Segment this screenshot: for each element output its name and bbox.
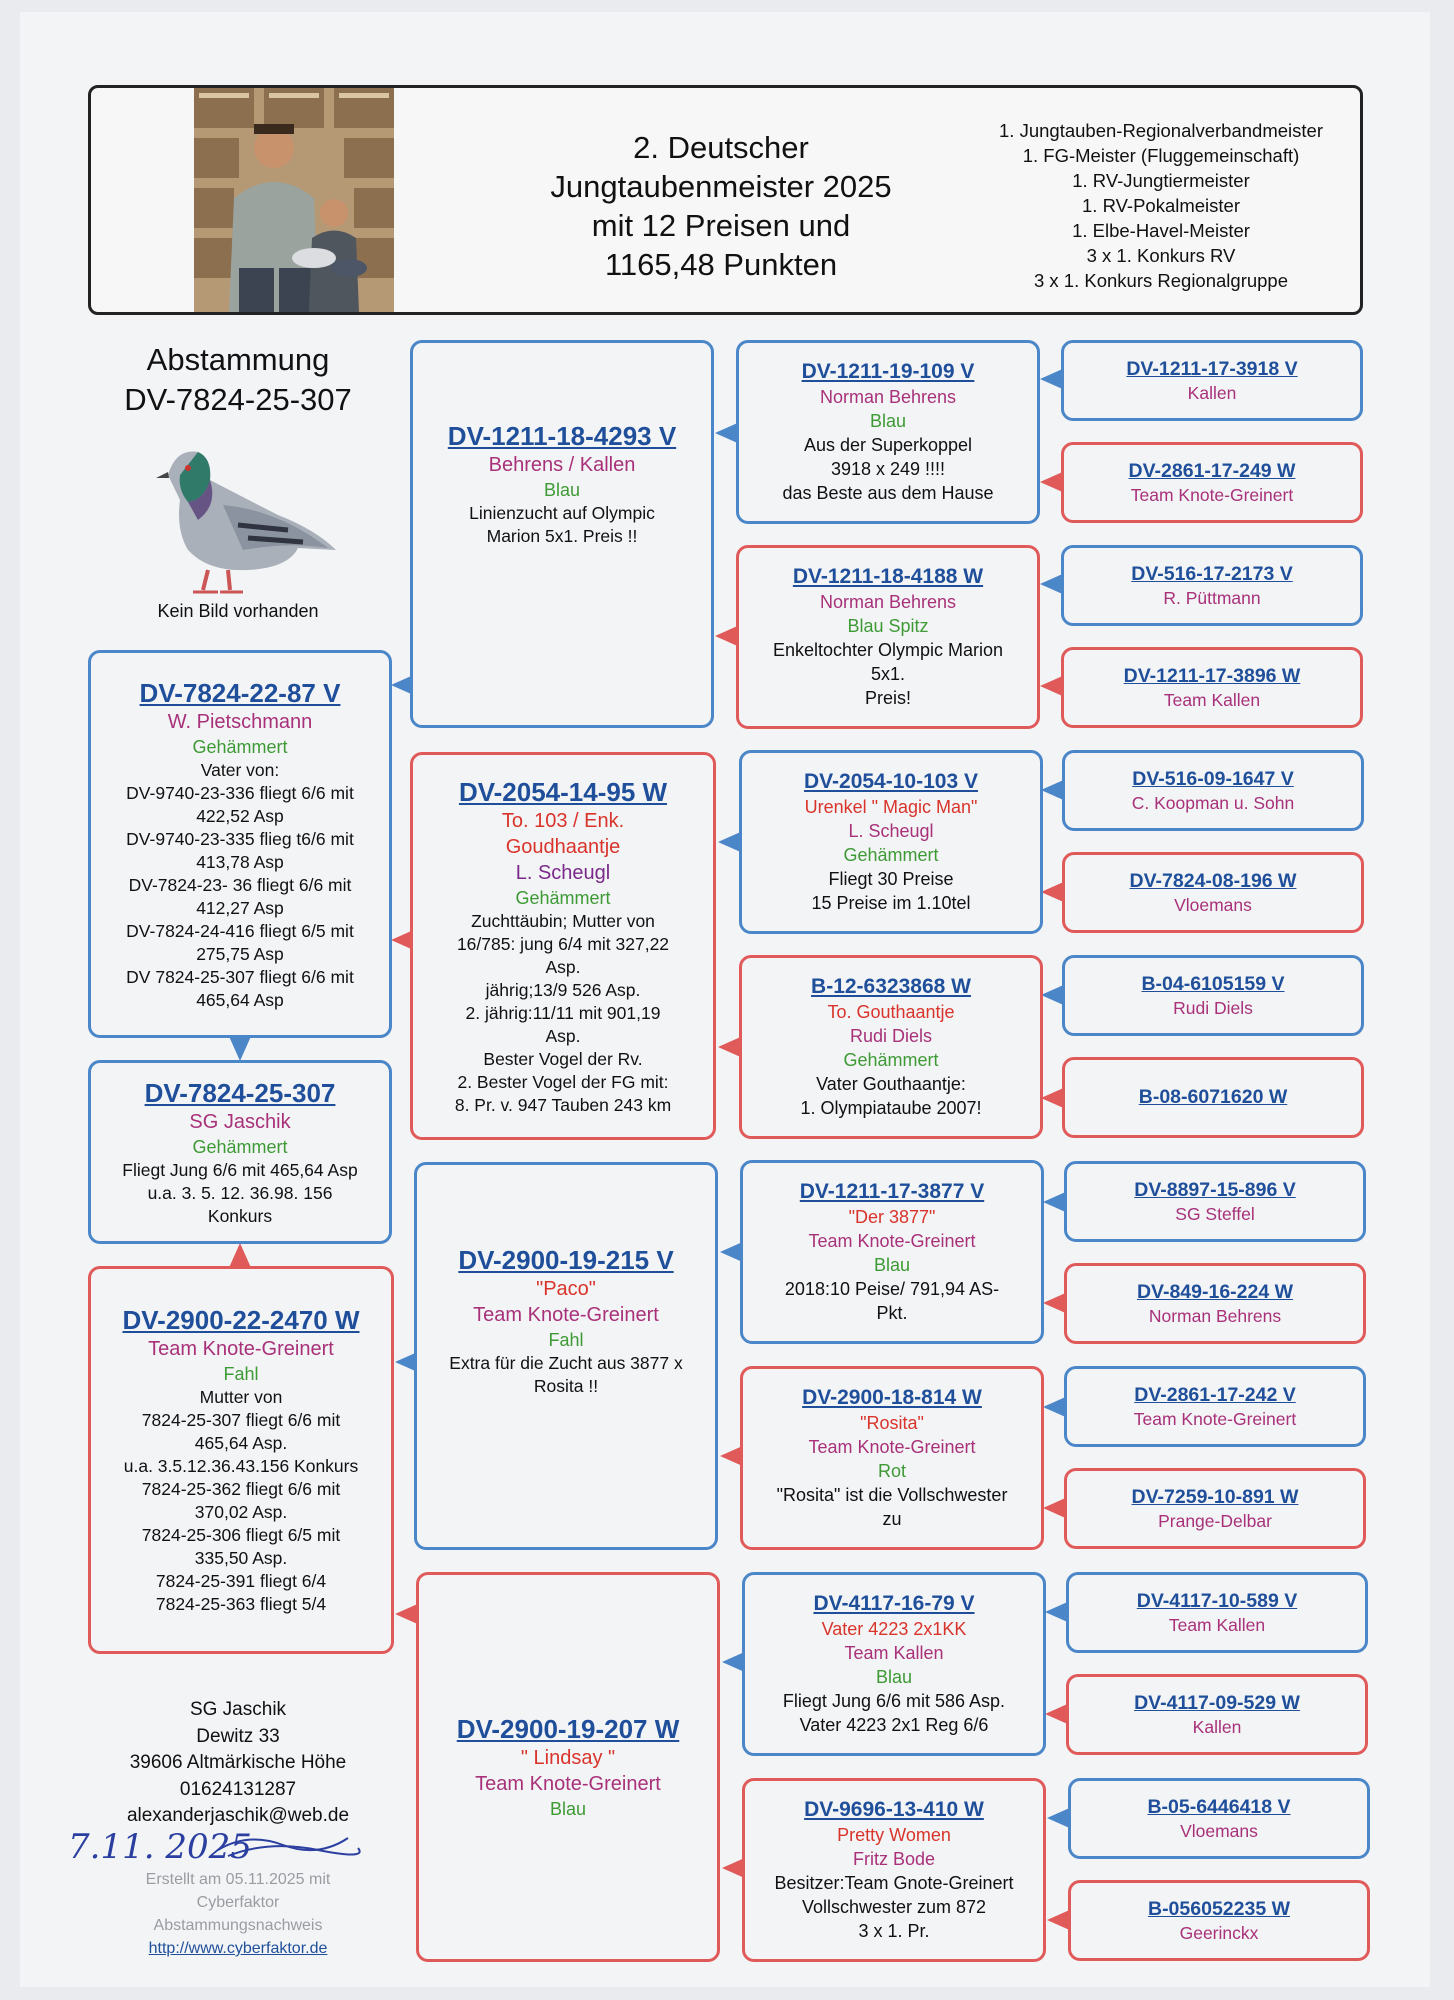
grandparent-note: Linienzucht auf Olympic bbox=[469, 503, 655, 523]
grandparent-color: Fahl bbox=[548, 1330, 584, 1350]
achievement-list bbox=[971, 118, 1351, 293]
gggp-box bbox=[1061, 442, 1363, 523]
sire-note: 412,27 Asp bbox=[196, 897, 284, 918]
title-line: 1165,48 Punkten bbox=[604, 247, 838, 282]
achievement-item: 1. Jungtauben-Regionalverbandmeister bbox=[999, 120, 1323, 141]
dam-note: 7824-25-306 fliegt 6/5 mit bbox=[141, 1525, 341, 1545]
grandparent-owner: Team Knote-Greinert bbox=[473, 1304, 659, 1326]
gggp-box bbox=[1068, 1880, 1370, 1961]
grandparent-owner: Team Knote-Greinert bbox=[475, 1773, 661, 1795]
grandparent-note: 16/785: jung 6/4 mit 327,22 bbox=[456, 933, 670, 954]
ggp-ring: DV-2054-10-103 V bbox=[804, 770, 978, 793]
achievement-item: 1. Elbe-Havel-Meister bbox=[1072, 220, 1250, 241]
gggp-box bbox=[1062, 1057, 1364, 1138]
gggp-ring: DV-1211-17-3896 W bbox=[1123, 664, 1301, 687]
gggp-ring: DV-516-17-2173 V bbox=[1131, 562, 1293, 585]
gggp-box bbox=[1062, 955, 1364, 1036]
subject-owner: SG Jaschik bbox=[189, 1110, 291, 1133]
grandparent-note: jährig;13/9 526 Asp. bbox=[485, 979, 641, 1000]
contact-email[interactable]: alexanderjaschik@web.de bbox=[126, 1805, 350, 1826]
gggp-ring: DV-2861-17-242 V bbox=[1134, 1383, 1296, 1406]
grandparent-color: Blau bbox=[549, 1799, 587, 1819]
ggp-owner: Team Knote-Greinert bbox=[808, 1437, 976, 1457]
sire-ring: DV-7824-22-87 V bbox=[139, 677, 341, 708]
gggp-box bbox=[1066, 1674, 1368, 1755]
achievement-item: 1. RV-Jungtiermeister bbox=[1072, 170, 1250, 191]
ggp-owner: Team Knote-Greinert bbox=[808, 1231, 976, 1251]
ggp-note: Fliegt 30 Preise bbox=[828, 869, 954, 889]
dam-box bbox=[88, 1266, 394, 1654]
subject-note: Fliegt Jung 6/6 mit 465,64 Asp bbox=[122, 1159, 358, 1180]
ggp-note: Vater Gouthaantje: bbox=[816, 1074, 966, 1094]
ggp-note: das Beste aus dem Hause bbox=[782, 483, 994, 503]
ggp-nickname: To. Gouthaantje bbox=[827, 1002, 955, 1022]
gggp-owner: Team Knote-Greinert bbox=[1130, 484, 1294, 505]
contact-street: Dewitz 33 bbox=[196, 1725, 280, 1747]
gggp-owner: Prange-Delbar bbox=[1158, 1510, 1272, 1531]
grandparent-ring: DV-2900-19-215 V bbox=[458, 1245, 674, 1275]
sire-note: DV-7824-23- 36 fliegt 6/6 mit bbox=[128, 874, 352, 895]
ggp-color: Blau Spitz bbox=[847, 616, 929, 636]
ggp-note: 3 x 1. Pr. bbox=[858, 1921, 930, 1941]
grandparent-owner: Behrens / Kallen bbox=[488, 454, 636, 476]
software-credit bbox=[88, 1868, 388, 1960]
pigeon-icon bbox=[138, 430, 338, 600]
ggp-color: Blau bbox=[873, 1255, 911, 1275]
gggp-owner: C. Koopman u. Sohn bbox=[1131, 792, 1295, 813]
breeder-contact bbox=[88, 1697, 388, 1830]
sire-note: 275,75 Asp bbox=[196, 943, 284, 964]
header-box bbox=[88, 85, 1363, 315]
dam-color: Fahl bbox=[223, 1364, 259, 1384]
gggp-ring: DV-8897-15-896 V bbox=[1134, 1178, 1296, 1201]
grandparent-note: Asp. bbox=[545, 1025, 581, 1046]
gggp-owner: Kallen bbox=[1187, 382, 1237, 403]
great-grandparent-box bbox=[742, 1572, 1046, 1756]
gggp-box bbox=[1061, 340, 1363, 421]
ggp-ring: DV-4117-16-79 V bbox=[813, 1592, 975, 1615]
credit-line: Erstellt am 05.11.2025 mit bbox=[145, 1871, 331, 1888]
ggp-note: 5x1. bbox=[870, 664, 906, 684]
sire-color: Gehämmert bbox=[192, 736, 288, 757]
handwritten-signature bbox=[68, 1820, 368, 1870]
great-grandparent-box bbox=[739, 750, 1043, 934]
title-line: Jungtaubenmeister 2025 bbox=[550, 169, 892, 204]
dam-note: 7824-25-307 fliegt 6/6 mit bbox=[141, 1410, 341, 1430]
ggp-note: 15 Preise im 1.10tel bbox=[811, 893, 971, 913]
abstammung-heading bbox=[88, 340, 388, 420]
gggp-owner: Vloemans bbox=[1174, 894, 1252, 915]
dam-note: 7824-25-391 fliegt 6/4 bbox=[155, 1571, 327, 1591]
dam-note: 335,50 Asp. bbox=[194, 1548, 288, 1568]
grandparent-nickname: "Paco" bbox=[536, 1278, 596, 1300]
ggp-color: Blau bbox=[875, 1667, 913, 1687]
ggp-nickname: "Der 3877" bbox=[848, 1207, 936, 1227]
grandparent-note: Zuchttäubin; Mutter von bbox=[471, 910, 655, 931]
gggp-ring: B-05-6446418 V bbox=[1147, 1795, 1291, 1818]
gggp-ring: B-056052235 W bbox=[1147, 1897, 1290, 1920]
no-image-caption: Kein Bild vorhanden bbox=[157, 601, 319, 621]
subject-ring: DV-7824-25-307 bbox=[144, 1077, 336, 1108]
ggp-owner: L. Scheugl bbox=[848, 821, 934, 841]
ggp-note: 3918 x 249 !!!! bbox=[830, 459, 946, 479]
ggp-color: Blau bbox=[869, 411, 907, 431]
breeder-photo bbox=[194, 88, 394, 312]
sire-note: DV-9740-23-335 flieg t6/6 mit bbox=[126, 828, 354, 849]
sire-note: Vater von: bbox=[200, 759, 280, 780]
ggp-owner: Norman Behrens bbox=[819, 387, 957, 407]
ggp-owner: Norman Behrens bbox=[819, 592, 957, 612]
ggp-nickname: Urenkel " Magic Man" bbox=[804, 797, 978, 817]
gggp-owner: Kallen bbox=[1192, 1716, 1242, 1737]
grandparent-box bbox=[414, 1162, 718, 1550]
dam-note: 7824-25-363 fliegt 5/4 bbox=[155, 1594, 327, 1614]
great-grandparent-box bbox=[739, 955, 1043, 1139]
achievement-item: 3 x 1. Konkurs RV bbox=[1086, 245, 1236, 266]
gggp-owner: SG Steffel bbox=[1175, 1203, 1255, 1224]
grandparent-note: Marion 5x1. Preis !! bbox=[486, 526, 638, 546]
grandparent-box bbox=[416, 1572, 720, 1962]
great-grandparent-box bbox=[740, 1366, 1044, 1550]
contact-city: 39606 Altmärkische Höhe bbox=[129, 1752, 347, 1773]
ggp-note: "Rosita" ist die Vollschwester bbox=[776, 1485, 1008, 1505]
ggp-note: Fliegt Jung 6/6 mit 586 Asp. bbox=[782, 1691, 1006, 1711]
gggp-box bbox=[1064, 1263, 1366, 1344]
grandparent-nickname: " Lindsay " bbox=[520, 1747, 616, 1769]
grandparent-nickname: Goudhaantje bbox=[505, 835, 621, 858]
sire-note: 413,78 Asp bbox=[196, 851, 284, 872]
subject-box bbox=[88, 1060, 392, 1244]
dam-owner: Team Knote-Greinert bbox=[148, 1338, 334, 1360]
gggp-box bbox=[1066, 1572, 1368, 1653]
abstammung-label: Abstammung bbox=[146, 342, 330, 377]
grandparent-ring: DV-2054-14-95 W bbox=[458, 776, 668, 807]
gggp-ring: DV-4117-09-529 W bbox=[1134, 1691, 1300, 1714]
contact-phone: 01624131287 bbox=[179, 1778, 297, 1800]
grandparent-ring: DV-2900-19-207 W bbox=[456, 1714, 680, 1744]
dam-note: 370,02 Asp. bbox=[194, 1502, 288, 1522]
ggp-ring: DV-2900-18-814 W bbox=[802, 1386, 982, 1409]
sire-note: DV 7824-25-307 fliegt 6/6 mit bbox=[126, 966, 354, 987]
achievement-item: 3 x 1. Konkurs Regionalgruppe bbox=[1033, 270, 1289, 291]
grandparent-note: 2. Bester Vogel der FG mit: bbox=[457, 1071, 669, 1092]
grandparent-note: 2. jährig:11/11 mit 901,19 bbox=[465, 1002, 661, 1023]
gggp-box bbox=[1064, 1468, 1366, 1549]
gggp-owner: Rudi Diels bbox=[1173, 997, 1253, 1018]
sire-note: DV-7824-24-416 fliegt 6/5 mit bbox=[126, 920, 354, 941]
gggp-box bbox=[1061, 545, 1363, 626]
gggp-owner: Team Kallen bbox=[1168, 1614, 1266, 1635]
gggp-box bbox=[1064, 1366, 1366, 1447]
gggp-ring: DV-7259-10-891 W bbox=[1131, 1485, 1299, 1508]
dam-note: 7824-25-362 fliegt 6/6 mit bbox=[141, 1479, 341, 1499]
ggp-ring: DV-1211-19-109 V bbox=[801, 360, 975, 383]
ggp-note: Aus der Superkoppel bbox=[803, 435, 973, 455]
ggp-owner: Fritz Bode bbox=[852, 1849, 936, 1869]
achievement-item: 1. FG-Meister (Fluggemeinschaft) bbox=[1022, 145, 1300, 166]
gggp-owner: Geerinckx bbox=[1179, 1922, 1259, 1943]
grandparent-ring: DV-1211-18-4293 V bbox=[447, 421, 677, 451]
abstammung-ring: DV-7824-25-307 bbox=[124, 382, 352, 417]
subject-note: Konkurs bbox=[207, 1205, 273, 1226]
grandparent-note: Bester Vogel der Rv. bbox=[483, 1048, 643, 1069]
gggp-owner: R. Püttmann bbox=[1163, 587, 1261, 608]
ggp-nickname: Pretty Women bbox=[837, 1825, 951, 1845]
ggp-color: Rot bbox=[877, 1461, 906, 1481]
contact-name: SG Jaschik bbox=[189, 1699, 287, 1720]
header-title bbox=[511, 128, 931, 284]
ggp-note: Preis! bbox=[864, 688, 911, 708]
gggp-owner: Vloemans bbox=[1180, 1820, 1258, 1841]
grandparent-note: Rosita !! bbox=[533, 1376, 599, 1396]
dam-note: 465,64 Asp. bbox=[194, 1433, 288, 1453]
grandparent-note: 8. Pr. v. 947 Tauben 243 km bbox=[454, 1094, 672, 1115]
ggp-ring: DV-1211-17-3877 V bbox=[799, 1180, 985, 1203]
dam-note: Mutter von bbox=[199, 1387, 283, 1407]
signature-date: 7.11. 2025 bbox=[68, 1827, 252, 1867]
credit-line: Cyberfaktor bbox=[196, 1894, 280, 1911]
ggp-note: Vollschwester zum 872 bbox=[801, 1897, 987, 1917]
gggp-box bbox=[1062, 852, 1364, 933]
great-grandparent-box bbox=[742, 1778, 1046, 1962]
title-line: 2. Deutscher bbox=[633, 130, 809, 165]
ggp-note: zu bbox=[882, 1509, 902, 1529]
gggp-owner: Norman Behrens bbox=[1148, 1305, 1282, 1326]
gggp-ring: DV-2861-17-249 W bbox=[1128, 459, 1296, 482]
ggp-nickname: "Rosita" bbox=[860, 1413, 924, 1433]
gggp-ring: B-08-6071620 W bbox=[1138, 1086, 1288, 1108]
great-grandparent-box bbox=[736, 340, 1040, 524]
ggp-ring: B-12-6323868 W bbox=[811, 975, 971, 998]
grandparent-note: Extra für die Zucht aus 3877 x bbox=[449, 1353, 683, 1373]
gggp-owner: Team Kallen bbox=[1163, 689, 1261, 710]
ggp-note: Pkt. bbox=[876, 1303, 908, 1323]
achievement-item: 1. RV-Pokalmeister bbox=[1082, 195, 1240, 216]
grandparent-owner: L. Scheugl bbox=[515, 861, 611, 884]
gggp-box bbox=[1068, 1778, 1370, 1859]
gggp-ring: DV-1211-17-3918 V bbox=[1126, 357, 1298, 380]
credit-line: Abstammungsnachweis bbox=[153, 1917, 323, 1934]
sire-note: DV-9740-23-336 fliegt 6/6 mit bbox=[126, 782, 354, 803]
ggp-note: Vater 4223 2x1 Reg 6/6 bbox=[799, 1715, 989, 1735]
ggp-owner: Team Kallen bbox=[844, 1643, 944, 1663]
sire-note: 465,64 Asp bbox=[196, 989, 284, 1010]
gggp-ring: DV-7824-08-196 W bbox=[1129, 869, 1297, 892]
sire-box bbox=[88, 650, 392, 1038]
sire-note: 422,52 Asp bbox=[196, 805, 284, 826]
title-line: mit 12 Preisen und bbox=[591, 208, 851, 243]
subject-color: Gehämmert bbox=[192, 1136, 288, 1157]
gggp-ring: B-04-6105159 V bbox=[1141, 972, 1285, 995]
ggp-note: 2018:10 Peise/ 791,94 AS- bbox=[784, 1279, 1000, 1299]
subject-note: u.a. 3. 5. 12. 36.98. 156 bbox=[147, 1182, 333, 1203]
gggp-ring: DV-516-09-1647 V bbox=[1132, 767, 1294, 790]
ggp-color: Gehämmert bbox=[843, 1050, 939, 1070]
gggp-box bbox=[1062, 750, 1364, 831]
grandparent-color: Blau bbox=[543, 480, 581, 500]
ggp-nickname: Vater 4223 2x1KK bbox=[821, 1619, 967, 1639]
gggp-box bbox=[1064, 1161, 1366, 1242]
gggp-owner: Team Knote-Greinert bbox=[1133, 1408, 1297, 1429]
grandparent-nickname: To. 103 / Enk. bbox=[501, 809, 625, 832]
ggp-color: Gehämmert bbox=[843, 845, 939, 865]
grandparent-color: Gehämmert bbox=[515, 887, 611, 908]
ggp-ring: DV-1211-18-4188 W bbox=[792, 565, 984, 588]
grandparent-box bbox=[410, 340, 714, 728]
gggp-ring: DV-849-16-224 W bbox=[1136, 1280, 1294, 1303]
sire-owner: W. Pietschmann bbox=[167, 710, 313, 733]
ggp-ring: DV-9696-13-410 W bbox=[804, 1798, 984, 1821]
grandparent-note: Asp. bbox=[545, 956, 581, 977]
cyberfaktor-link[interactable]: http://www.cyberfaktor.de bbox=[148, 1940, 328, 1957]
great-grandparent-box bbox=[740, 1160, 1044, 1344]
dam-ring: DV-2900-22-2470 W bbox=[122, 1305, 360, 1335]
ggp-note: Besitzer:Team Gnote-Greinert bbox=[774, 1873, 1014, 1893]
ggp-note: 1. Olympiataube 2007! bbox=[800, 1098, 982, 1118]
ggp-owner: Rudi Diels bbox=[849, 1026, 933, 1046]
ggp-note: Enkeltochter Olympic Marion bbox=[772, 640, 1004, 660]
gggp-ring: DV-4117-10-589 V bbox=[1136, 1589, 1298, 1612]
gggp-box bbox=[1061, 647, 1363, 728]
great-grandparent-box bbox=[736, 545, 1040, 729]
grandparent-box bbox=[410, 752, 716, 1140]
dam-note: u.a. 3.5.12.36.43.156 Konkurs bbox=[123, 1456, 359, 1476]
